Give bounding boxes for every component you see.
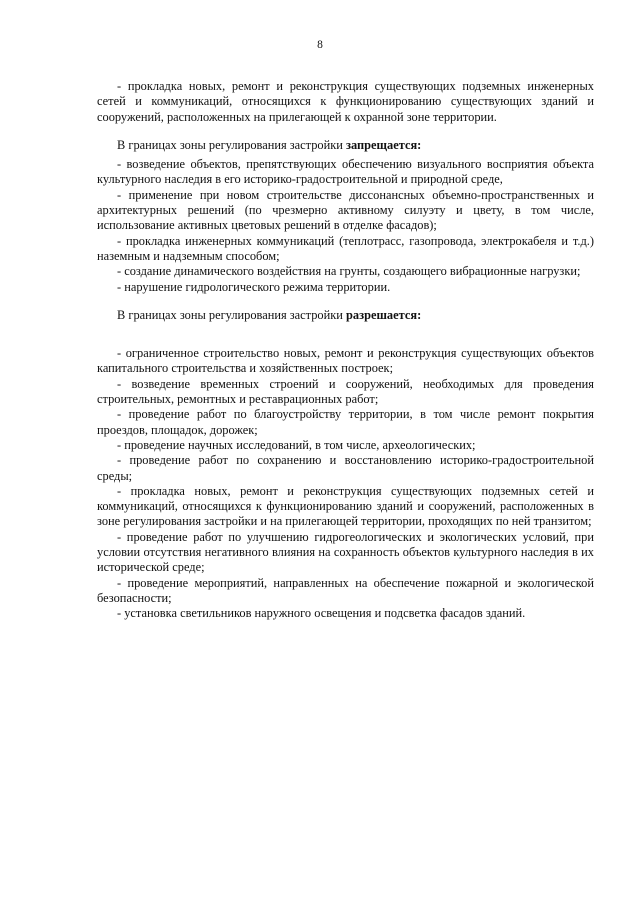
document-body: [97, 79, 594, 622]
prohibited-item: - возведение объектов, препятствующих обеспечению визуального восприятия объекта культурного наследия в его историко-градостроительной и природной среде,: [97, 157, 594, 187]
paragraph-underground-networks: - прокладка новых, ремонт и реконструкция существующих подземных инженерных сетей и коммуникаций, относящихся к функционированию существующих зданий и сооружений, расположенных на прилегающей к охранной зоне территории.: [97, 79, 594, 124]
prohibited-list: [97, 157, 594, 295]
permitted-item: - проведение работ по благоустройству территории, в том числе ремонт покрытия проездов, площадок, дорожек;: [97, 407, 594, 437]
permitted-item: - проведение научных исследований, в том числе, археологических;: [117, 437, 476, 452]
permitted-heading: [97, 308, 594, 323]
page-number: 8: [317, 39, 323, 51]
permitted-item: - прокладка новых, ремонт и реконструкция существующих подземных сетей и коммуникаций, относящихся к функционированию зданий и сооружений, расположенных в зоне регулирования застройки и на прилегающей территории, проходящих по ней транзитом;: [97, 483, 594, 529]
prohibited-item: - прокладка инженерных коммуникаций (теплотрасс, газопровода, электрокабеля и т.д.) наземным и надземным способом;: [97, 233, 594, 263]
permitted-item: - ограниченное строительство новых, ремонт и реконструкция существующих объектов капитального строительства и хозяйственных построек;: [97, 346, 594, 376]
permitted-item: - возведение временных строений и сооружений, необходимых для проведения строительных, ремонтных и реставрационных работ;: [97, 376, 594, 407]
prohibited-item: - создание динамического воздействия на грунты, создающего вибрационные нагрузки;: [117, 264, 581, 279]
permitted-item: - проведение мероприятий, направленных на обеспечение пожарной и экологической безопасности;: [97, 575, 594, 605]
permitted-item: - проведение работ по сохранению и восстановлению историко-градостроительной среды;: [97, 453, 594, 483]
prohibited-heading-emphasis: запрещается:: [346, 137, 422, 152]
permitted-item: - проведение работ по улучшению гидрогеологических и экологических условий, при условии отсутствия негативного влияния на сохранность объектов культурного наследия в их исторической среде;: [97, 529, 594, 575]
permitted-list: [97, 346, 594, 621]
prohibited-item: - применение при новом строительстве диссонансных объемно-пространственных и архитектурных решений (по чрезмерно активному силуэту и цвету, в том числе, использование активных цветовых решений в отделке фасадов);: [97, 187, 594, 233]
permitted-heading-emphasis: разрешается:: [346, 307, 422, 322]
prohibited-heading-prefix: В границах зоны регулирования застройки: [117, 137, 347, 152]
permitted-heading-prefix: В границах зоны регулирования застройки: [117, 307, 347, 322]
permitted-item: - установка светильников наружного освещения и подсветка фасадов зданий.: [117, 606, 526, 621]
prohibited-item: - нарушение гидрологического режима территории.: [117, 279, 391, 294]
prohibited-heading: [97, 138, 594, 153]
